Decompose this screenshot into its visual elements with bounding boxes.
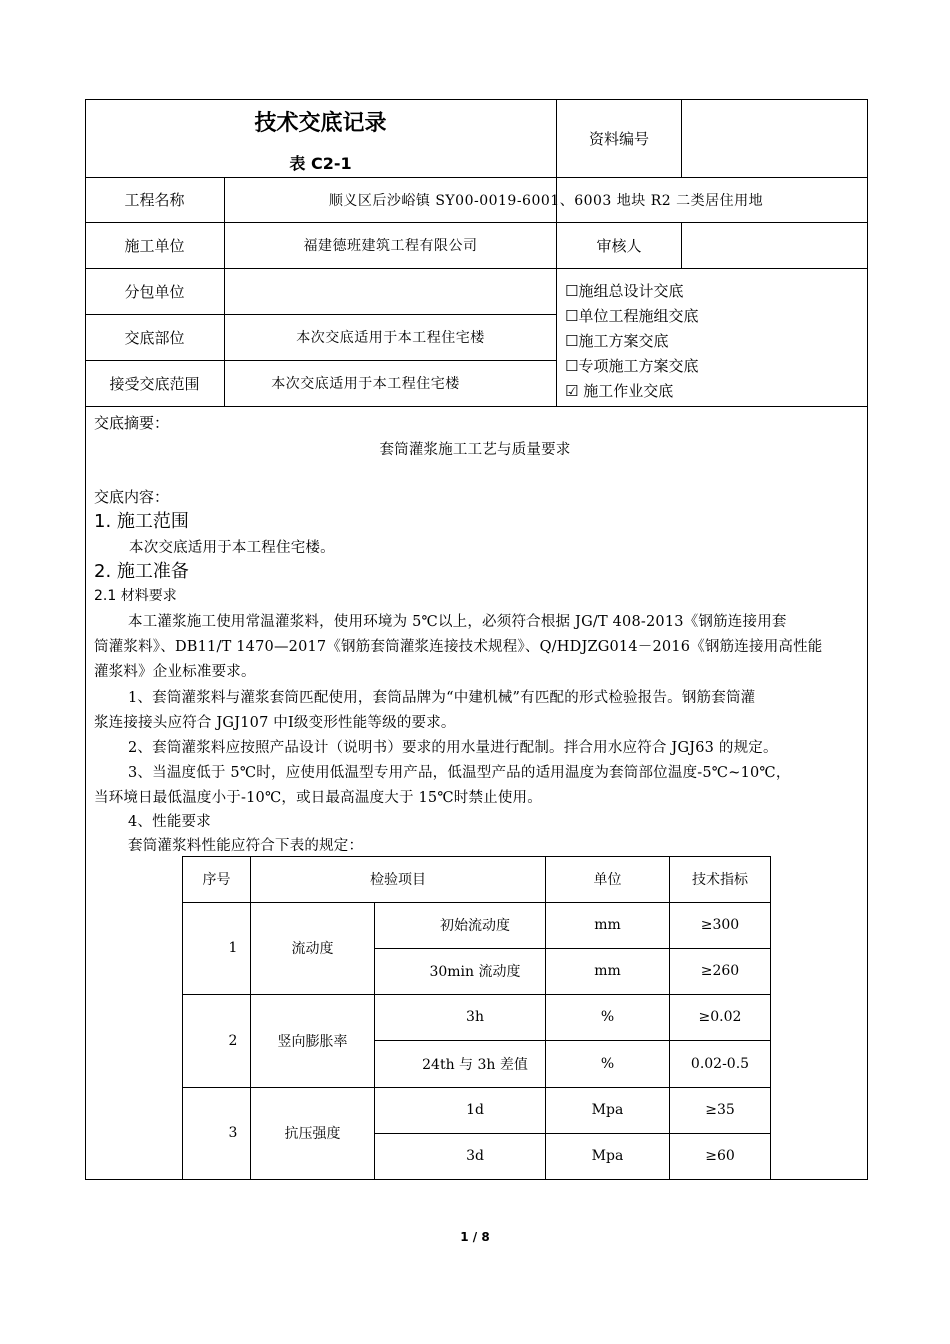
- table-cell-value: ≥0.02: [698, 1009, 742, 1025]
- table-cell-item: 初始流动度: [440, 918, 510, 934]
- paragraph-line: 2、套筒灌浆料应按照产品设计（说明书）要求的用水量进行配制。拌合用水应符合 JGJ63 的规定。: [128, 740, 778, 756]
- type-label: 单位工程施组交底: [578, 307, 699, 325]
- type-option[interactable]: [565, 355, 698, 376]
- table-cell-unit: Mpa: [591, 1102, 624, 1118]
- type-label: 施组总设计交底: [578, 282, 684, 300]
- table-header-no: 序号: [202, 872, 231, 888]
- type-label: 施工作业交底: [578, 382, 674, 400]
- table-cell-name: 流动度: [291, 941, 334, 957]
- contractor-label: 施工单位: [124, 236, 185, 255]
- table-cell-value: ≥300: [700, 917, 740, 933]
- scope-label: 接受交底范围: [109, 374, 200, 393]
- type-option[interactable]: [565, 380, 673, 401]
- table-cell-unit: mm: [594, 963, 621, 979]
- subcontractor-value[interactable]: [225, 268, 556, 314]
- type-label: 专项施工方案交底: [578, 357, 699, 375]
- paragraph-line: 筒灌浆料》、DB11/T 1470—2017《钢筋套筒灌浆连接技术规程》、Q/HDJZG014－2016《钢筋连接用高性能: [94, 639, 823, 655]
- paragraph-line: 灌浆料》企业标准要求。: [94, 664, 256, 680]
- paragraph-line: 本工灌浆施工使用常温灌浆料，使用环境为 5℃以上，必须符合根据 JG/T 408-2013《钢筋连接用套: [128, 614, 787, 630]
- type-option[interactable]: [565, 280, 683, 301]
- reviewer-field[interactable]: [682, 222, 867, 268]
- paragraph-line: 套筒灌浆料性能应符合下表的规定：: [128, 838, 364, 854]
- subcontractor-label: 分包单位: [124, 282, 185, 301]
- table-header-item: 检验项目: [370, 872, 426, 888]
- doc-no-field[interactable]: [682, 99, 867, 177]
- table-cell-unit: Mpa: [591, 1148, 624, 1164]
- table-cell-unit: %: [600, 1009, 615, 1025]
- page-title: 技术交底记录: [254, 110, 387, 136]
- project-name-value: 顺义区后沙峪镇 SY00-0019-6001、6003 地块 R2 二类居住用地: [328, 192, 764, 209]
- checkbox-icon: ☐: [565, 307, 579, 325]
- table-cell-value: ≥35: [705, 1102, 735, 1118]
- checkbox-icon: ☐: [565, 332, 579, 350]
- table-cell-item: 3d: [466, 1148, 484, 1164]
- table-header-index: 技术指标: [692, 872, 748, 888]
- type-label: 施工方案交底: [578, 332, 669, 350]
- table-cell-unit: %: [600, 1055, 615, 1072]
- project-name-label: 工程名称: [124, 191, 185, 209]
- checked-checkbox-icon: ☑: [565, 382, 579, 400]
- table-cell-value: ≥260: [700, 963, 740, 979]
- section-2-title: 2. 施工准备: [94, 561, 189, 582]
- table-cell-no: 2: [228, 1032, 238, 1049]
- location-value: 本次交底适用于本工程住宅楼: [296, 330, 485, 346]
- paragraph-line: 当环境日最低温度小于-10℃，或日最高温度大于 15℃时禁止使用。: [94, 790, 542, 806]
- checkbox-icon: ☐: [565, 357, 579, 375]
- summary-label: 交底摘要：: [94, 414, 170, 432]
- form-number: 表 C2-1: [289, 153, 352, 173]
- table-cell-value: ≥60: [705, 1148, 735, 1164]
- table-cell-value: 0.02-0.5: [690, 1055, 750, 1072]
- page-number: 1 / 8: [460, 1230, 490, 1244]
- table-cell-no: 1: [228, 940, 238, 956]
- paragraph-line: 4、性能要求: [128, 814, 211, 830]
- section-2-1-title: 2.1 材料要求: [94, 588, 177, 604]
- table-cell-name: 竖向膨胀率: [277, 1033, 348, 1050]
- contractor-value: 福建德班建筑工程有限公司: [303, 238, 478, 254]
- table-cell-item: 24th 与 3h 差值: [422, 1056, 528, 1073]
- paragraph-line: 1、套筒灌浆料与灌浆套筒匹配使用，套筒品牌为“中建机械”有匹配的形式检验报告。钢筋套筒灌: [128, 690, 756, 706]
- reviewer-label: 审核人: [596, 236, 642, 255]
- type-option[interactable]: [565, 305, 698, 326]
- content-label: 交底内容：: [94, 488, 170, 506]
- type-option[interactable]: [565, 330, 668, 351]
- paragraph-line: 3、当温度低于 5℃时，应使用低温型专用产品，低温型产品的适用温度为套筒部位温度-5℃~10℃，: [128, 765, 791, 781]
- scope-value: 本次交底适用于本工程住宅楼: [271, 376, 460, 392]
- section-1-title: 1. 施工范围: [94, 511, 189, 532]
- table-cell-item: 1d: [466, 1102, 484, 1118]
- section-1-text: 本次交底适用于本工程住宅楼。: [129, 540, 335, 556]
- table-cell-item: 30min 流动度: [429, 964, 521, 980]
- checkbox-icon: ☐: [565, 282, 579, 300]
- table-cell-name: 抗压强度: [284, 1126, 341, 1142]
- doc-no-label: 资料编号: [588, 129, 649, 148]
- location-label: 交底部位: [124, 328, 185, 347]
- table-cell-no: 3: [228, 1125, 238, 1141]
- table-cell-unit: mm: [594, 917, 621, 933]
- summary-text: 套筒灌浆施工工艺与质量要求: [379, 442, 571, 458]
- table-header-unit: 单位: [593, 872, 622, 888]
- paragraph-line: 浆连接接头应符合 JGJ107 中Ⅰ级变形性能等级的要求。: [94, 715, 456, 731]
- table-cell-item: 3h: [466, 1009, 484, 1025]
